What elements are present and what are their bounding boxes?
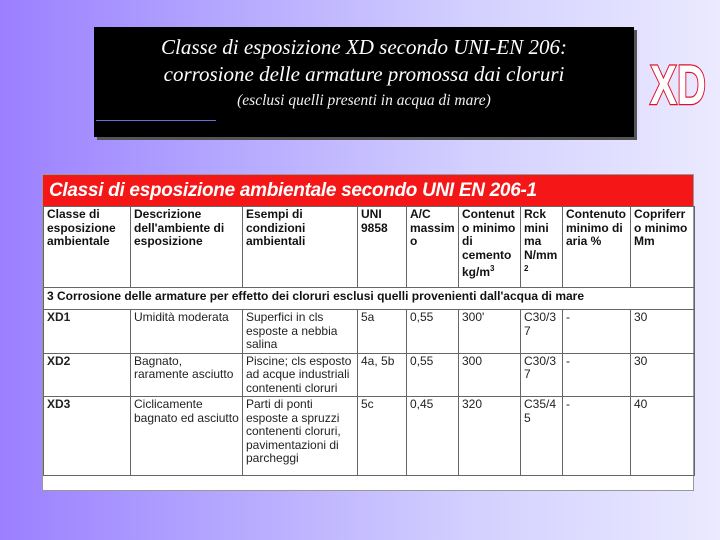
cell-classe: XD3	[44, 397, 131, 476]
col-header-rck-text: Rck minima N/mm	[524, 207, 558, 262]
cell-descrizione: Bagnato, raramente asciutto	[131, 353, 243, 397]
slide-subtitle: (esclusi quelli presenti in acqua di mare)	[237, 92, 491, 109]
cell-cemento: 300	[459, 353, 521, 397]
cell-cemento: 320	[459, 397, 521, 476]
exposure-classes-table	[42, 174, 694, 491]
cell-aria: -	[563, 397, 631, 476]
col-header-rck	[521, 207, 563, 288]
cell-descrizione: Ciclicamente bagnato ed asciutto	[131, 397, 243, 476]
cell-rck: C30/37	[521, 353, 563, 397]
cell-ac: 0,45	[407, 397, 459, 476]
col-header-ac: A/C massimo	[407, 207, 459, 288]
cell-classe: XD2	[44, 353, 131, 397]
title-underline	[96, 120, 216, 121]
cell-classe: XD1	[44, 310, 131, 354]
cell-uni: 5a	[358, 310, 407, 354]
slide-title-line-2: corrosione delle armature promossa dai cloruri	[163, 62, 565, 86]
cell-ac: 0,55	[407, 310, 459, 354]
cell-descrizione: Umidità moderata	[131, 310, 243, 354]
cell-uni: 5c	[358, 397, 407, 476]
cell-esempi: Piscine; cls esposto ad acque industriali contenenti cloruri	[243, 353, 358, 397]
cell-copriferro: 30	[631, 353, 695, 397]
table-header-row	[44, 207, 695, 288]
cell-esempi: Superfici in cls esposte a nebbia salina	[243, 310, 358, 354]
cell-cemento: 300'	[459, 310, 521, 354]
section-title: 3 Corrosione delle armature per effetto dei cloruri esclusi quelli provenienti dall'acqua di mare	[44, 288, 695, 310]
superscript-rck: 2	[524, 264, 529, 273]
col-header-uni: UNI 9858	[358, 207, 407, 288]
cell-ac: 0,55	[407, 353, 459, 397]
section-row	[44, 288, 695, 310]
col-header-cemento-text: Contenuto minimo di cemento kg/m	[462, 207, 516, 279]
cell-uni: 4a, 5b	[358, 353, 407, 397]
table-heading: Classi di esposizione ambientale secondo UNI EN 206-1	[43, 175, 693, 206]
table-row	[44, 353, 695, 397]
col-header-classe: Classe di esposizione ambientale	[44, 207, 131, 288]
cell-rck: C30/37	[521, 310, 563, 354]
table-row	[44, 397, 695, 476]
cell-copriferro: 30	[631, 310, 695, 354]
cell-rck: C35/45	[521, 397, 563, 476]
col-header-aria: Contenuto minimo di aria %	[563, 207, 631, 288]
cell-aria: -	[563, 310, 631, 354]
xd-logo-text: XD	[650, 53, 706, 110]
col-header-esempi: Esempi di condizioni ambientali	[243, 207, 358, 288]
slide-title-line-1: Classe di esposizione XD secondo UNI-EN 206:	[161, 35, 567, 59]
cell-copriferro: 40	[631, 397, 695, 476]
table-row	[44, 310, 695, 354]
title-box	[94, 27, 634, 137]
superscript-cemento: 3	[490, 264, 495, 273]
xd-logo	[648, 52, 708, 110]
col-header-copriferro: Copriferro minimo Mm	[631, 207, 695, 288]
col-header-cemento	[459, 207, 521, 288]
cell-aria: -	[563, 353, 631, 397]
col-header-descrizione: Descrizione dell'ambiente di esposizione	[131, 207, 243, 288]
cell-esempi: Parti di ponti esposte a spruzzi contenenti cloruri, pavimentazioni di parcheggi	[243, 397, 358, 476]
